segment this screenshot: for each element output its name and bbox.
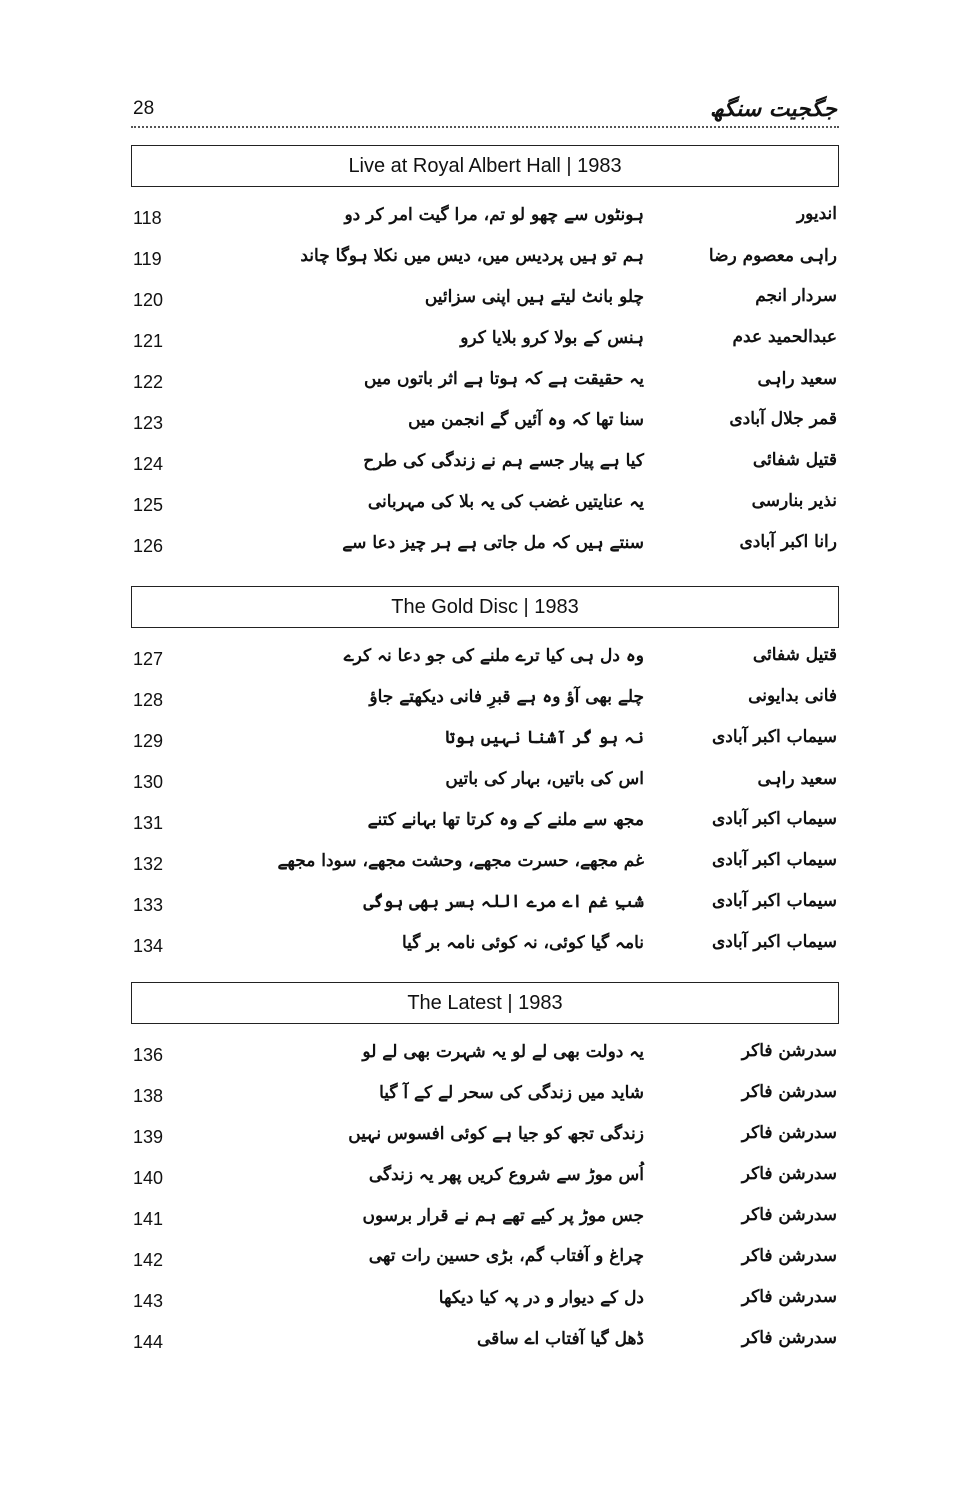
song-row [131, 1076, 839, 1117]
song-row [131, 1322, 839, 1363]
song-row [131, 1117, 839, 1158]
song-title: ہم تو ہیں پردیس میں، دیس میں نکلا ہوگا چاند [300, 246, 644, 266]
song-row [131, 444, 839, 485]
song-page-number: 133 [133, 895, 164, 915]
song-row [131, 762, 839, 803]
song-row [131, 885, 839, 926]
song-title: سنتے ہیں کہ مل جاتی ہے ہر چیز دعا سے [342, 533, 644, 553]
song-row [131, 485, 839, 526]
poet-name: سیماب اکبر آبادی [711, 891, 837, 911]
poet-name: سدرشن فاکر [741, 1164, 837, 1184]
song-page-number: 144 [133, 1332, 164, 1352]
poet-name: سدرشن فاکر [741, 1205, 837, 1225]
song-page-number: 120 [133, 290, 164, 310]
song-row [131, 1035, 839, 1076]
poet-name: سدرشن فاکر [741, 1287, 837, 1307]
song-list [131, 1035, 839, 1363]
song-page-number: 121 [133, 331, 164, 351]
song-row [131, 198, 839, 239]
poet-name: سدرشن فاکر [741, 1082, 837, 1102]
poet-name: قتیل شفائی [752, 450, 837, 470]
song-row [131, 803, 839, 844]
song-page-number: 118 [133, 208, 162, 228]
song-title: شاید میں زندگی کی سحر لے کے آ گیا [379, 1083, 644, 1103]
song-title: اس کی باتیں، بہار کی باتیں [445, 769, 644, 789]
song-row [131, 1158, 839, 1199]
song-title: غم مجھے، حسرت مجھے، وحشت مجھے، سودا مجھے [277, 851, 644, 871]
song-page-number: 143 [133, 1291, 164, 1311]
song-page-number: 124 [133, 454, 164, 474]
song-row [131, 1281, 839, 1322]
album-section [131, 145, 839, 567]
poet-name: قمر جلال آبادی [729, 409, 837, 429]
song-title: سنا تھا کہ وہ آئیں گے انجمن میں [408, 410, 644, 430]
page-header [131, 86, 839, 128]
poet-name: سدرشن فاکر [741, 1328, 837, 1348]
poet-name: سعید راہی [757, 769, 837, 789]
song-page-number: 139 [133, 1127, 164, 1147]
song-row [131, 844, 839, 885]
song-row [131, 1240, 839, 1281]
song-page-number: 126 [133, 536, 164, 556]
song-page-number: 141 [133, 1209, 164, 1229]
song-page-number: 125 [133, 495, 164, 515]
song-title: وہ دل ہی کیا ترے ملنے کی جو دعا نہ کرے [343, 646, 644, 666]
song-title: یہ حقیقت ہے کہ ہوتا ہے اثر باتوں میں [363, 369, 644, 389]
song-page-number: 123 [133, 413, 164, 433]
song-page-number: 136 [133, 1045, 164, 1065]
song-page-number: 130 [133, 772, 164, 792]
song-list [131, 198, 839, 567]
album-section [131, 586, 839, 967]
song-row [131, 680, 839, 721]
poet-name: فانی بدایونی [748, 686, 837, 706]
song-row [131, 926, 839, 967]
song-page-number: 127 [133, 649, 164, 669]
song-row [131, 239, 839, 280]
song-title: یہ دولت بھی لے لو یہ شہرت بھی لے لو [362, 1042, 644, 1062]
poet-name: سدرشن فاکر [741, 1041, 837, 1061]
song-page-number: 140 [133, 1168, 164, 1188]
poet-name: قتیل شفائی [752, 645, 837, 665]
poet-name: سدرشن فاکر [741, 1246, 837, 1266]
song-page-number: 129 [133, 731, 164, 751]
song-page-number: 138 [133, 1086, 164, 1106]
poet-name: سردار انجم [755, 286, 837, 306]
poet-name: سدرشن فاکر [741, 1123, 837, 1143]
album-title-box: The Gold Disc | 1983 [131, 586, 839, 628]
poet-name: سیماب اکبر آبادی [711, 850, 837, 870]
running-title: جگجیت سنگھ [710, 96, 837, 122]
song-row [131, 321, 839, 362]
song-page-number: 142 [133, 1250, 164, 1270]
song-title: کیا ہے پیار جسے ہم نے زندگی کی طرح [363, 451, 644, 471]
album-section [131, 982, 839, 1363]
poet-name: سیماب اکبر آبادی [711, 809, 837, 829]
song-title: مجھ سے ملنے کے وہ کرتا تھا بہانے کتنے [367, 810, 644, 830]
song-title: چلو بانٹ لیتے ہیں اپنی سزائیں [424, 287, 644, 307]
song-title: ہنس کے بولا کرو بلایا کرو [460, 328, 644, 348]
poet-name: سیماب اکبر آبادی [711, 932, 837, 952]
song-title: جس موڑ پر کیے تھے ہم نے قرار برسوں [362, 1206, 644, 1226]
song-title: نہ ہو گر آشنا نہیں ہوتا [445, 728, 644, 748]
song-title: چلے بھی آؤ وہ ہے قبرِ فانی دیکھتے جاؤ [369, 687, 644, 707]
poet-name: سعید راہی [757, 369, 837, 389]
page-number: 28 [133, 98, 155, 119]
album-title-box: The Latest | 1983 [131, 982, 839, 1024]
song-title: اُس موڑ سے شروع کریں پھر یہ زندگی [368, 1165, 644, 1185]
song-page-number: 128 [133, 690, 164, 710]
song-page-number: 131 [133, 813, 164, 833]
song-list [131, 639, 839, 967]
poet-name: راہی معصوم رضا [708, 246, 837, 266]
song-title: نامہ گیا کوئی، نہ کوئی نامہ بر گیا [401, 933, 644, 953]
album-title-box: Live at Royal Albert Hall | 1983 [131, 145, 839, 187]
poet-name: عبدالحمید عدم [732, 327, 837, 347]
song-title: چراغ و آفتاب گم، بڑی حسین رات تھی [368, 1246, 644, 1266]
song-page-number: 122 [133, 372, 164, 392]
song-title: زندگی تجھ کو جیا ہے کوئی افسوس نہیں [348, 1124, 644, 1144]
song-title: ہونٹوں سے چھو لو تم، مرا گیت امر کر دو [344, 205, 644, 225]
song-row [131, 526, 839, 567]
song-row [131, 362, 839, 403]
poet-name: سیماب اکبر آبادی [711, 727, 837, 747]
song-row [131, 280, 839, 321]
poet-name: نذیر بنارسی [751, 491, 837, 511]
poet-name: رانا اکبر آبادی [739, 532, 837, 552]
poet-name: اندیور [796, 204, 837, 224]
song-page-number: 134 [133, 936, 164, 956]
song-title: یہ عنایتیں غضب کی یہ بلا کی مہربانی [367, 492, 644, 512]
song-title: ڈھل گیا آفتاب اے ساقی [476, 1329, 644, 1349]
song-title: شبِ غم اے مرے اللہ بسر بھی ہوگی [363, 892, 644, 912]
song-row [131, 639, 839, 680]
song-row [131, 1199, 839, 1240]
song-page-number: 132 [133, 854, 164, 874]
song-row [131, 403, 839, 444]
song-row [131, 721, 839, 762]
song-title: دل کے دیوار و در پہ کیا دیکھا [438, 1288, 644, 1308]
song-page-number: 119 [133, 249, 162, 269]
